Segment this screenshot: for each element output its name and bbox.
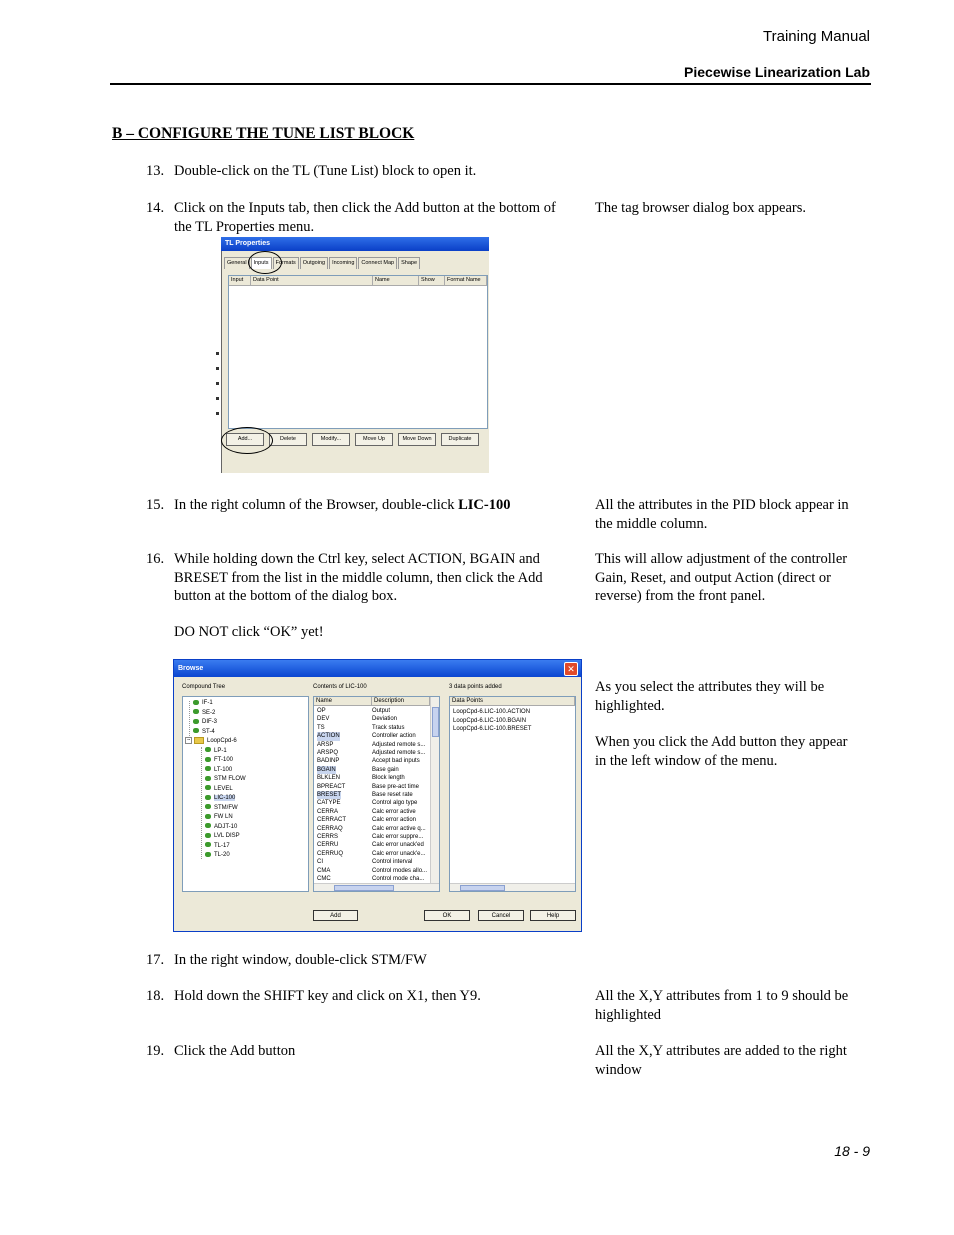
- column-header[interactable]: Name: [373, 276, 419, 285]
- attribute-row[interactable]: [314, 841, 430, 849]
- step-note: This will allow adjustment of the controller Gain, Reset, and output Action (direct or reverse) from the front panel.: [595, 551, 848, 604]
- attribute-name: CI: [317, 859, 323, 866]
- tree-item[interactable]: ADJT-10: [205, 823, 237, 832]
- modify-button[interactable]: Modify...: [312, 433, 350, 446]
- leaf-icon: [205, 757, 211, 762]
- attribute-row[interactable]: [314, 867, 430, 875]
- attribute-description: Calc error unack'ed: [372, 842, 424, 849]
- leaf-icon: [205, 852, 211, 857]
- column-header-name[interactable]: Name: [314, 697, 372, 706]
- move-up-button[interactable]: Move Up: [355, 433, 393, 446]
- column-header[interactable]: Format Name: [445, 276, 487, 285]
- attribute-row[interactable]: [314, 791, 430, 799]
- attribute-row[interactable]: [314, 749, 430, 757]
- move-down-button[interactable]: Move Down: [398, 433, 436, 446]
- attribute-description: Controller action: [372, 733, 416, 740]
- attribute-name: BGAIN: [317, 766, 336, 773]
- compound-tree-pane[interactable]: [182, 696, 309, 892]
- tree-item[interactable]: STM FLOW: [205, 775, 246, 784]
- attribute-description: Block length: [372, 775, 405, 782]
- attribute-name: CERRUQ: [317, 850, 344, 857]
- added-data-points-pane[interactable]: [449, 696, 576, 892]
- attribute-name: DEV: [317, 716, 330, 723]
- attribute-name: CERRU: [317, 842, 339, 849]
- tab-formats[interactable]: Formats: [273, 257, 299, 269]
- horizontal-scrollbar[interactable]: [314, 883, 439, 892]
- attribute-row[interactable]: [314, 707, 430, 715]
- attribute-description: Base pre-act time: [372, 783, 420, 790]
- attribute-row[interactable]: [314, 715, 430, 723]
- attribute-name: CMC: [317, 876, 331, 882]
- tab-outgoing[interactable]: Outgoing: [300, 257, 328, 269]
- attribute-description: Adjusted remote s...: [372, 741, 426, 748]
- attribute-description: Calc error unack'e...: [372, 850, 426, 857]
- attribute-description: Deviation: [372, 716, 398, 723]
- step-note: All the X,Y attributes from 1 to 9 should be highlighted: [595, 988, 849, 1023]
- tree-item[interactable]: DIF-3: [193, 718, 217, 727]
- attribute-description: Control algo type: [372, 800, 418, 807]
- step-number: 16.: [146, 551, 165, 567]
- collapse-icon[interactable]: −: [185, 737, 192, 744]
- cancel-button[interactable]: Cancel: [478, 910, 524, 921]
- attribute-row[interactable]: [314, 833, 430, 841]
- duplicate-button[interactable]: Duplicate: [441, 433, 479, 446]
- column-header-description[interactable]: Description: [372, 697, 430, 706]
- attribute-row[interactable]: [314, 724, 430, 732]
- tree-item[interactable]: FT-100: [205, 756, 233, 765]
- attribute-description: Base gain: [372, 766, 399, 773]
- tree-item[interactable]: LT-100: [205, 766, 232, 775]
- attribute-name: ARSP: [317, 741, 334, 748]
- attribute-row[interactable]: [314, 732, 430, 740]
- data-point-item[interactable]: LoopCpd-6.LIC-100.BGAIN: [453, 717, 527, 724]
- leaf-icon: [205, 785, 211, 790]
- attribute-row[interactable]: [314, 799, 430, 807]
- attribute-row[interactable]: [314, 766, 430, 774]
- delete-button[interactable]: Delete: [269, 433, 307, 446]
- browse-dialog-screenshot: [173, 659, 582, 932]
- leaf-icon: [205, 804, 211, 809]
- leaf-icon: [205, 795, 211, 800]
- leaf-icon: [193, 728, 199, 733]
- browse-note-1: As you select the attributes they will be highlighted.: [595, 679, 825, 714]
- attribute-description: Output: [372, 708, 391, 714]
- ok-button[interactable]: OK: [424, 910, 470, 921]
- background-window-markers: [216, 352, 220, 427]
- attribute-row[interactable]: [314, 858, 430, 866]
- attribute-name: CERRACT: [317, 817, 347, 824]
- attribute-row[interactable]: [314, 825, 430, 833]
- attribute-name: BRESET: [317, 792, 342, 798]
- attribute-row[interactable]: [314, 774, 430, 782]
- inputs-tab-highlight-circle: [248, 251, 282, 274]
- leaf-icon: [205, 814, 211, 819]
- step-text: Hold down the SHIFT key and click on X1, then Y9.: [174, 988, 481, 1004]
- tab-incoming[interactable]: Incoming: [329, 257, 357, 269]
- leaf-icon: [205, 842, 211, 847]
- step-text: Click on the Inputs tab, then click the Add button at the bottom of the TL Properties menu.: [174, 200, 556, 235]
- attribute-name: CERRAQ: [317, 825, 343, 832]
- tree-item-selected[interactable]: LIC-100: [205, 794, 235, 803]
- document-header-title: Training Manual: [763, 28, 870, 45]
- attribute-row[interactable]: [314, 850, 430, 858]
- attribute-description: Calc error action: [372, 817, 417, 824]
- tree-folder[interactable]: − LoopCpd-6: [185, 737, 237, 746]
- tree-item[interactable]: STM/FW: [205, 804, 238, 813]
- compound-tree-label: Compound Tree: [182, 684, 226, 690]
- attribute-name: CERRS: [317, 834, 339, 840]
- attributes-list[interactable]: [314, 707, 430, 883]
- data-point-item[interactable]: LoopCpd-6.LIC-100.BRESET: [453, 726, 532, 732]
- leaf-icon: [193, 709, 199, 714]
- tl-properties-titlebar: TL Properties: [221, 237, 489, 251]
- step-note: All the attributes in the PID block appear in the middle column.: [595, 497, 849, 532]
- data-point-item[interactable]: LoopCpd-6.LIC-100.ACTION: [453, 709, 531, 715]
- attribute-name: TS: [317, 724, 325, 731]
- vertical-scrollbar[interactable]: [430, 697, 440, 883]
- attribute-description: Calc error active q...: [372, 825, 426, 832]
- step-text: In the right window, double-click STM/FW: [174, 952, 427, 968]
- step-number: 17.: [146, 952, 165, 968]
- attribute-name: ARSPQ: [317, 750, 339, 756]
- step-number: 19.: [146, 1043, 165, 1059]
- column-header[interactable]: Show: [419, 276, 445, 285]
- leaf-icon: [193, 700, 199, 705]
- tree-item[interactable]: LVL DISP: [205, 832, 240, 841]
- attribute-row[interactable]: [314, 757, 430, 765]
- close-icon[interactable]: ✕: [564, 662, 578, 676]
- tree-item[interactable]: TL-20: [205, 851, 230, 860]
- attribute-row[interactable]: [314, 816, 430, 824]
- attribute-row[interactable]: [314, 875, 430, 883]
- step-note: The tag browser dialog box appears.: [595, 200, 806, 216]
- step-number: 15.: [146, 497, 165, 513]
- add-button[interactable]: Add: [313, 910, 358, 921]
- inputs-list[interactable]: [228, 275, 488, 429]
- add-button[interactable]: Add...: [226, 433, 264, 446]
- attribute-description: Track status: [372, 724, 405, 731]
- attributes-pane[interactable]: [313, 696, 440, 892]
- attribute-name: BLKLEN: [317, 775, 341, 782]
- attribute-name: BADINP: [317, 758, 340, 765]
- add-button-highlight-circle: [221, 427, 273, 454]
- attribute-description: Control interval: [372, 859, 413, 866]
- step-note: All the X,Y attributes are added to the right window: [595, 1043, 847, 1078]
- tab-inputs[interactable]: Inputs: [251, 257, 272, 269]
- tree-item[interactable]: LP-1: [205, 747, 227, 756]
- attribute-row[interactable]: [314, 808, 430, 816]
- attribute-description: Control modes allo...: [372, 867, 428, 874]
- page-number: 18 - 9: [834, 1143, 870, 1159]
- attribute-description: Adjusted remote s...: [372, 750, 426, 756]
- column-header[interactable]: Input: [229, 276, 251, 285]
- tree-item[interactable]: LEVEL: [205, 785, 233, 794]
- attribute-name: OP: [317, 708, 326, 714]
- step-text: Click the Add button: [174, 1043, 296, 1059]
- help-button[interactable]: Help: [530, 910, 576, 921]
- browse-titlebar: Browse: [174, 660, 581, 677]
- leaf-icon: [205, 833, 211, 838]
- leaf-icon: [205, 776, 211, 781]
- leaf-icon: [205, 823, 211, 828]
- attribute-name: ACTION: [317, 733, 340, 740]
- attribute-description: Base reset rate: [372, 792, 413, 798]
- tree-item[interactable]: SE-2: [193, 709, 215, 718]
- attribute-description: Accept bad inputs: [372, 758, 420, 765]
- attribute-description: Calc error suppre...: [372, 834, 424, 840]
- tree-item[interactable]: FW LN: [205, 813, 233, 822]
- step-number: 18.: [146, 988, 165, 1004]
- leaf-icon: [205, 766, 211, 771]
- step-number: 13.: [146, 163, 165, 179]
- step-text: [174, 496, 576, 515]
- tree-item[interactable]: ST-4: [193, 728, 215, 737]
- leaf-icon: [205, 747, 211, 752]
- horizontal-scrollbar[interactable]: [450, 883, 575, 892]
- step-number: 14.: [146, 200, 165, 216]
- folder-icon: [194, 737, 204, 744]
- tab-connect-map[interactable]: Connect Map: [358, 257, 397, 269]
- attribute-row[interactable]: [314, 741, 430, 749]
- browse-note-2: When you click the Add button they appear in the left window of the menu.: [595, 734, 848, 769]
- contents-label: Contents of LIC-100: [313, 684, 367, 690]
- header-rule: [110, 83, 871, 85]
- attribute-name: CERRA: [317, 808, 339, 815]
- attribute-name: CMA: [317, 867, 331, 874]
- tl-properties-screenshot: [216, 237, 489, 473]
- document-header-subtitle: Piecewise Linearization Lab: [684, 64, 870, 80]
- step-16-warning: DO NOT click “OK” yet!: [174, 624, 324, 640]
- attribute-name: BPREACT: [317, 783, 346, 790]
- added-count-label: 3 data points added: [449, 684, 502, 690]
- tree-item[interactable]: TL-17: [205, 842, 230, 851]
- step-text: Double-click on the TL (Tune List) block to open it.: [174, 163, 477, 179]
- attribute-description: Calc error active: [372, 808, 416, 815]
- step-text-prefix: In the right column of the Browser, double-click: [174, 497, 459, 513]
- column-header-data-points[interactable]: Data Points: [450, 697, 575, 706]
- leaf-icon: [193, 719, 199, 724]
- section-title: B – CONFIGURE THE TUNE LIST BLOCK: [112, 125, 415, 142]
- attribute-name: CATYPE: [317, 800, 341, 807]
- inputs-list-header: [229, 276, 487, 286]
- tab-shape[interactable]: Shape: [398, 257, 420, 269]
- step-text-emphasis: LIC-100: [458, 497, 511, 513]
- step-text: While holding down the Ctrl key, select ACTION, BGAIN and BRESET from the list in the middle column, then click the Add button at the bottom of the dialog box.: [174, 551, 543, 604]
- tree-item[interactable]: IF-1: [193, 699, 213, 708]
- attribute-description: Control mode cha...: [372, 876, 425, 882]
- attribute-row[interactable]: [314, 783, 430, 791]
- column-header[interactable]: Data Point: [251, 276, 373, 285]
- tab-general[interactable]: General: [224, 257, 250, 269]
